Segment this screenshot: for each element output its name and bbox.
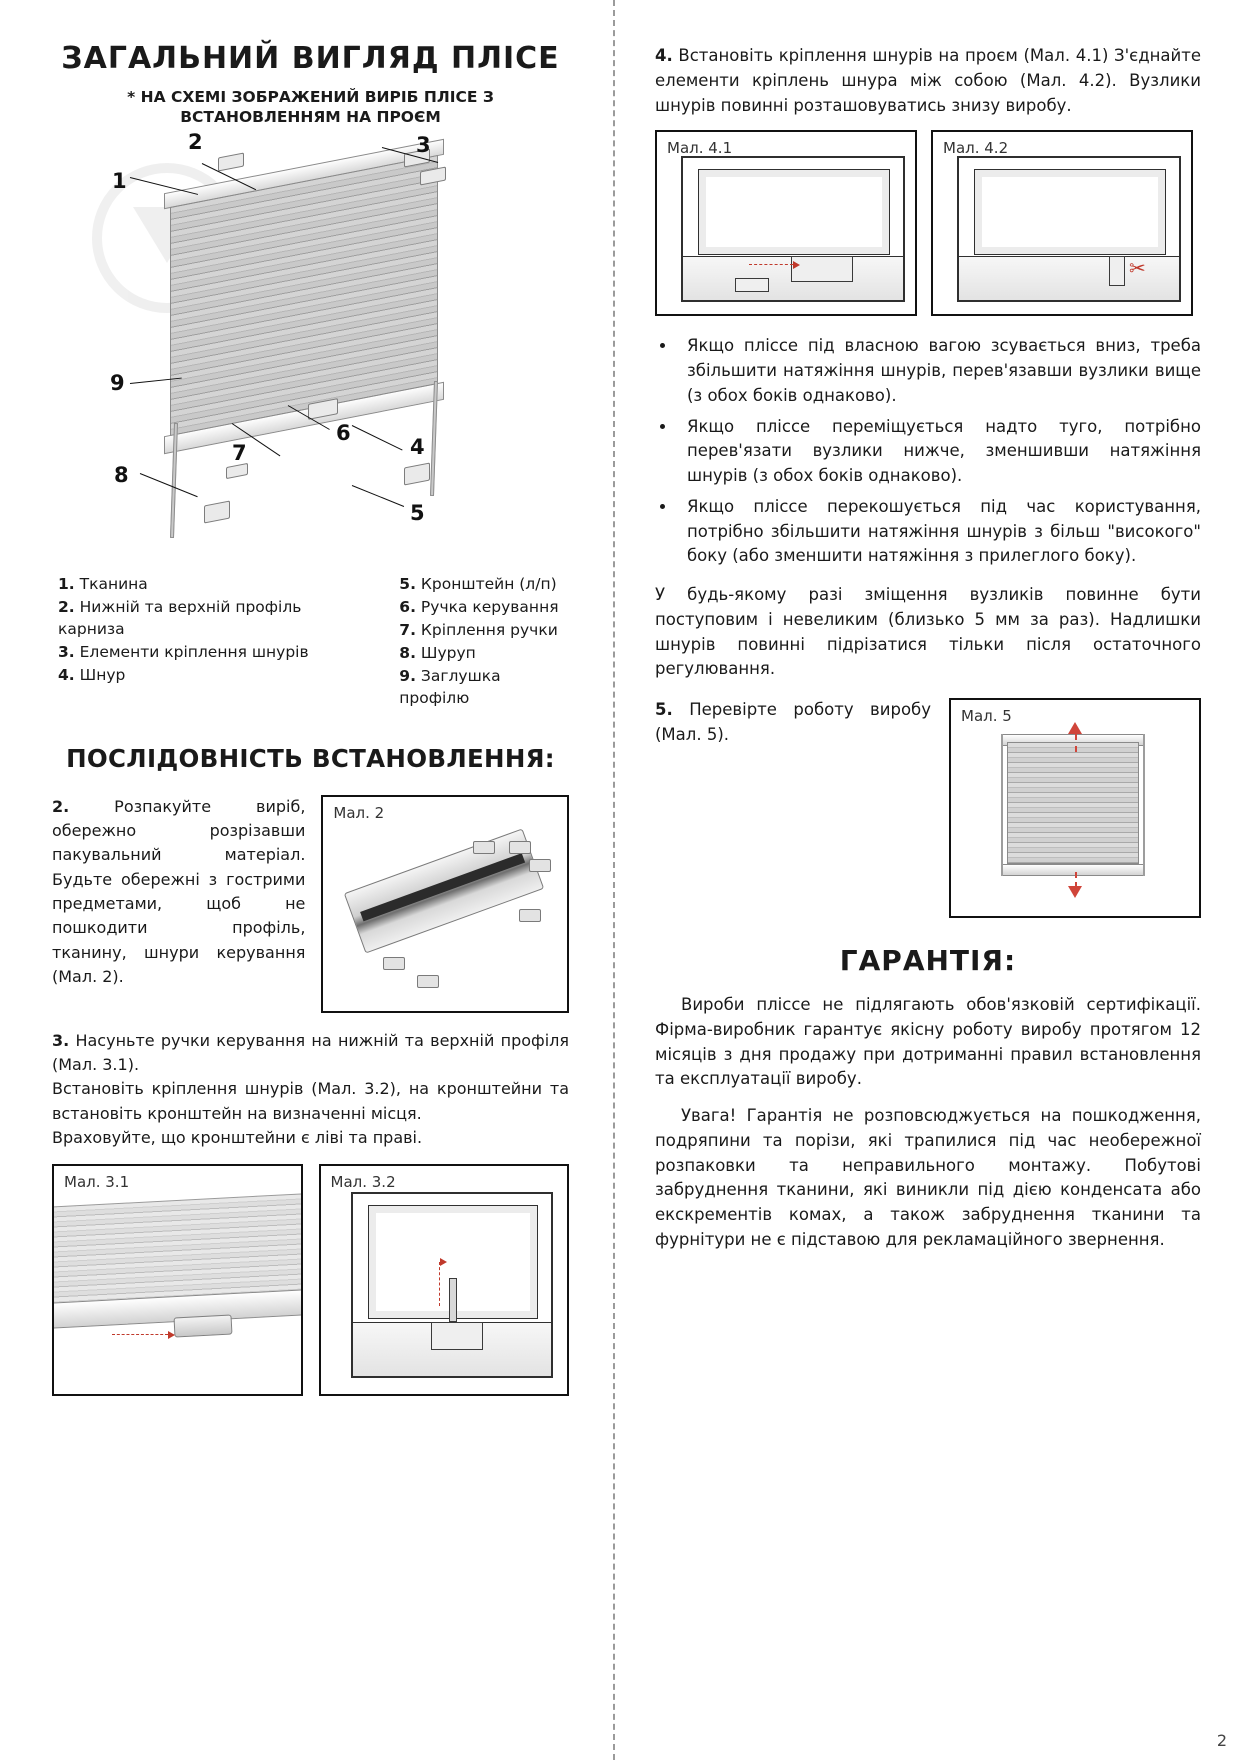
figure-4-1-label: Мал. 4.1: [667, 139, 733, 158]
figure-3-1-label: Мал. 3.1: [64, 1173, 130, 1192]
cord-fixing-plate: [791, 256, 853, 282]
right-cord: [1143, 734, 1145, 876]
step-4-text: Встановіть кріплення шнурів на проєм (Мал. 4.1) З'єднайте елементи кріплень шнура між собою (Мал. 4.2). Вузлики шнурів повинні розташовуватись знизу виробу.: [655, 46, 1201, 115]
bracket-right: [404, 462, 430, 485]
callout-2: 2: [188, 129, 203, 154]
legend-label: Шнур: [79, 665, 126, 684]
callout-8: 8: [114, 462, 129, 487]
legend-item: [399, 573, 569, 595]
leader-4: [352, 425, 403, 450]
step-4-text-block: [655, 44, 1201, 118]
cord-fixing-plate-2: [735, 278, 769, 292]
fabric-detail: [52, 1194, 303, 1303]
right-column: [613, 0, 1245, 1760]
cord-fixing-left: [218, 152, 244, 171]
warranty-title: ГАРАНТІЯ:: [839, 944, 1017, 977]
callout-7: 7: [232, 440, 247, 465]
legend-number: 2.: [58, 597, 75, 616]
insert-arrow: [749, 264, 793, 265]
legend-label: Кріплення ручки: [420, 620, 558, 639]
warranty-paragraph-1: Вироби пліссе не підлягають обов'язковій сертифікації. Фірма-виробник гарантує якісну роботу виробу протягом 12 місяців з дня продажу при дотриманні правил встановлення та експлуатації виробу.: [655, 995, 1201, 1089]
section-title-installation: ПОСЛІДОВНІСТЬ ВСТАНОВЛЕННЯ:: [66, 743, 555, 773]
legend-number: 1.: [58, 574, 75, 593]
step-5-text: Перевірте роботу виробу (Мал. 5).: [655, 700, 931, 744]
step-2-text-block: [52, 795, 305, 990]
part-chip-1: [509, 841, 531, 854]
legend-number: 3.: [58, 642, 75, 661]
legend-item: [399, 665, 569, 709]
legend-label: Шуруп: [420, 643, 476, 662]
step-2-number: 2.: [52, 796, 70, 816]
page-number: 2: [1216, 1731, 1227, 1750]
control-handle-detail: [174, 1315, 233, 1338]
bullet-item: • Якщо пліссе під власною вагою зсувається вниз, треба збільшити натяжіння шнурів, перев'язавши вузлики вище (з обох боків однаково).: [677, 334, 1201, 408]
legend-label: Заглушка профілю: [399, 666, 501, 707]
legend-label: Елементи кріплення шнурів: [79, 642, 309, 661]
part-chip-5: [417, 975, 439, 988]
step-5-text-block: [655, 698, 931, 748]
step-3-line-3: Враховуйте, що кронштейни є ліві та праві.: [52, 1128, 423, 1148]
figures-4: [655, 130, 1201, 316]
callout-4: 4: [410, 434, 425, 459]
part-chip-6: [473, 841, 495, 854]
legend-item: [58, 664, 361, 686]
bracket-detail: [431, 1322, 483, 1350]
callout-9: 9: [110, 370, 125, 395]
arrow-up-icon: [1068, 722, 1082, 734]
legend-number: 7.: [399, 620, 416, 639]
figure-4-2: [931, 130, 1193, 316]
callout-1: 1: [112, 168, 127, 193]
part-chip-4: [383, 957, 405, 970]
callout-6: 6: [336, 420, 351, 445]
screw: [226, 463, 248, 479]
window-frame: [351, 1192, 554, 1378]
figure-4-2-label: Мал. 4.2: [943, 139, 1009, 158]
legend-number: 6.: [399, 597, 416, 616]
figure-4-1: [655, 130, 917, 316]
legend-number: 9.: [399, 666, 416, 685]
legend-item: [399, 642, 569, 664]
part-chip-2: [529, 859, 551, 872]
callout-3: 3: [416, 132, 431, 157]
step-3-line-1: Насуньте ручки керування на нижній та верхній профіля (Мал. 3.1).: [52, 1030, 569, 1075]
legend-item: [58, 596, 361, 640]
adjustment-note: У будь-якому разі зміщення вузликів повинне бути поступовим і невеликим (близько 5 мм за раз). Надлишки шнурів повинні підрізатися тільки після остаточного регулювання.: [655, 585, 1201, 679]
window-glass: [975, 170, 1165, 254]
step-3-text-block: [52, 1029, 569, 1151]
window-sill: [959, 256, 1179, 300]
legend-label: Кронштейн (л/п): [420, 574, 557, 593]
left-cord: [1001, 734, 1003, 876]
step-3-number: 3.: [52, 1030, 70, 1050]
pleated-fabric: [1007, 742, 1139, 864]
step-2-text: Розпакуйте виріб, обережно розрізавши пакувальний матеріал. Будьте обережні з гострими предметами, щоб не пошкодити профіль, тканину, шнури керування (Мал. 2).: [52, 796, 306, 986]
legend-label: Ручка керування: [420, 597, 559, 616]
assembly-arrow: [112, 1334, 168, 1335]
adjustment-bullets: [655, 334, 1201, 569]
leader-8: [140, 473, 198, 497]
leader-5: [352, 485, 404, 507]
legend-label: Тканина: [79, 574, 148, 593]
page-subtitle: * НА СХЕМІ ЗОБРАЖЕНИЙ ВИРІБ ПЛІСЕ З ВСТАНОВЛЕННЯМ НА ПРОЄМ: [127, 87, 494, 126]
legend-item: [399, 619, 569, 641]
cord-knot: [1109, 256, 1125, 286]
step-5-number: 5.: [655, 700, 673, 719]
scissors-icon: ✂: [1129, 256, 1146, 281]
part-chip-3: [519, 909, 541, 922]
bracket-left: [204, 500, 230, 523]
left-column: [0, 0, 613, 1760]
figure-2: [321, 795, 569, 1013]
mount-direction-arrow: [439, 1262, 440, 1306]
figure-2-label: Мал. 2: [333, 803, 385, 822]
legend-item: [58, 573, 361, 595]
figure-3-1: [52, 1164, 303, 1396]
bullet-item: • Якщо пліссе перекошується під час користування, потрібно збільшити натяжіння шнурів з більш "високого" боку (або зменшити натяжіння з прилеглого боку).: [677, 495, 1201, 569]
motion-dash-up: [1075, 734, 1077, 752]
callout-5: 5: [410, 500, 425, 525]
figure-3-2-label: Мал. 3.2: [330, 1173, 396, 1192]
step-4-number: 4.: [655, 46, 673, 65]
page-title: ЗАГАЛЬНИЙ ВИГЛЯД ПЛІСЕ: [61, 41, 560, 76]
arrow-down-icon: [1068, 886, 1082, 898]
figure-5: [949, 698, 1201, 918]
step-5: [655, 698, 1201, 918]
figure-3-2: [319, 1164, 570, 1396]
bottom-profile: [1001, 864, 1145, 876]
product-overview-diagram: [52, 129, 569, 563]
legend: [52, 573, 569, 710]
window-frame: [681, 156, 905, 302]
cord-detail: [449, 1278, 457, 1322]
bullet-item: • Якщо пліссе переміщується надто туго, потрібно перев'язати вузлики нижче, зменшивши натяжіння шнурів (з обох боків однаково).: [677, 415, 1201, 489]
window-glass: [699, 170, 889, 254]
step-2: [52, 795, 569, 1013]
legend-label: Нижній та верхній профіль карниза: [58, 597, 302, 638]
legend-item: [399, 596, 569, 618]
warranty-paragraph-2: Увага! Гарантія не розповсюджується на пошкодження, подряпини та порізи, які трапилися під час необережної розпаковки та неправильного монтажу. Побутові забруднення тканини, які виникли під дією конденсата або екскрементів комах, а також забруднення тканини та фурнітури не є підставою для рекламаційного звернення.: [655, 1106, 1201, 1249]
legend-number: 5.: [399, 574, 416, 593]
legend-item: [58, 641, 361, 663]
step-3-line-2: Встановіть кріплення шнурів (Мал. 3.2), на кронштейни та встановіть кронштейн на визначенні місця.: [52, 1079, 569, 1123]
window-frame: [957, 156, 1181, 302]
figures-3: [52, 1164, 569, 1396]
figure-5-label: Мал. 5: [961, 707, 1012, 725]
legend-column-2: [399, 573, 569, 710]
legend-number: 8.: [399, 643, 416, 662]
legend-number: 4.: [58, 665, 75, 684]
legend-column-1: [58, 573, 361, 710]
